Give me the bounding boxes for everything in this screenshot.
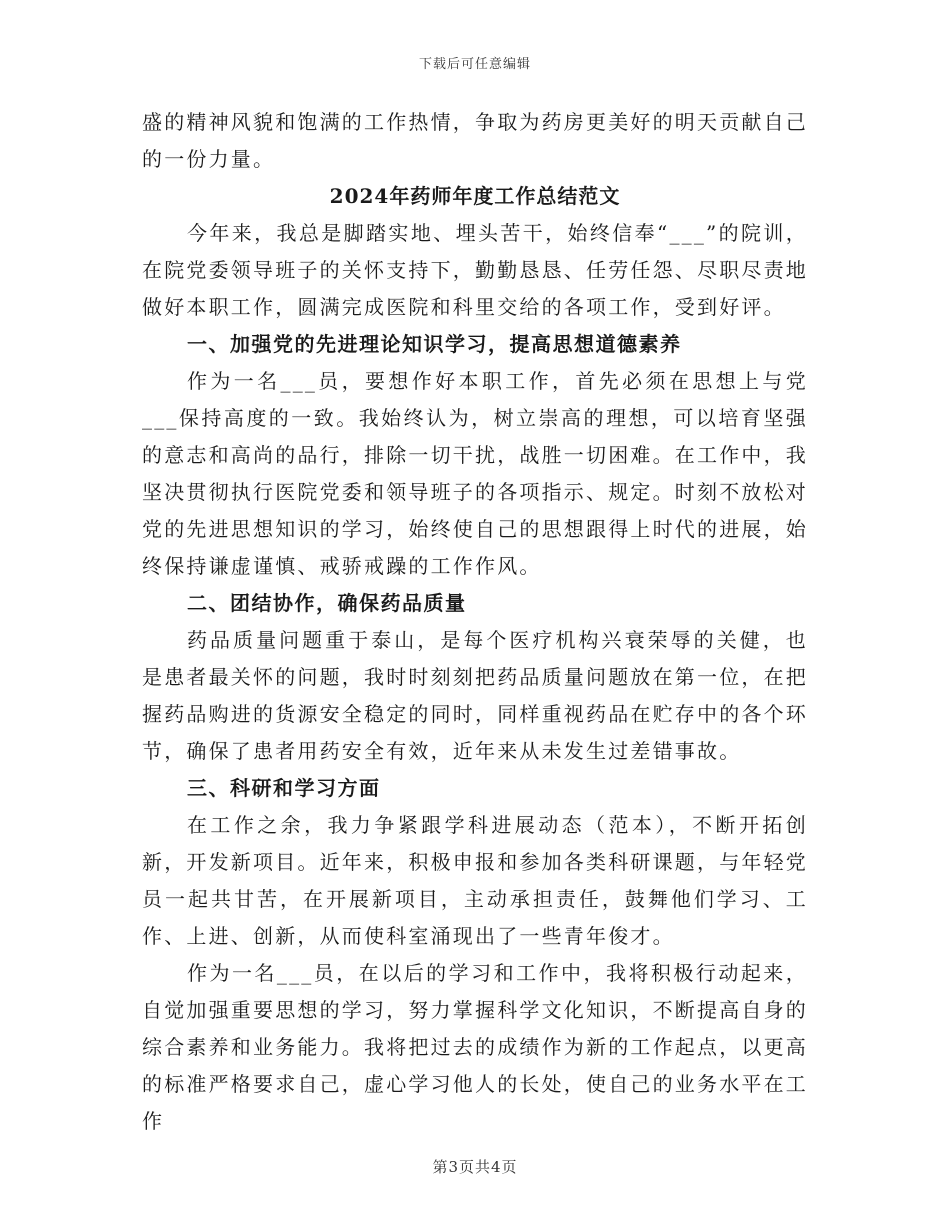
section-heading-2: 二、团结协作，确保药品质量: [187, 591, 467, 615]
paragraph-2: 作为一名___员，要想作好本职工作，首先必须在思想上与党___保持高度的一致。我始终认为，树立崇高的理想，可以培育坚强的意志和高尚的品行，排除一切干扰，战胜一切困难。在工作中，我坚决贯彻执行医院党委和领导班子的各项指示、规定。时刻不放松对党的先进思想知识的学习，始终使自己的思想跟得上时代的进展，始终保持谦虚谨慎、戒骄戒躁的工作作风。: [142, 369, 808, 578]
section-heading-3: 三、科研和学习方面: [187, 776, 381, 800]
intro-paragraph: 盛的精神风貌和饱满的工作热情，争取为药房更美好的明天贡献自己的一份力量。: [142, 110, 808, 171]
document-body: [142, 104, 808, 1140]
document-title: 2024年药师年度工作总结范文: [329, 184, 621, 208]
paragraph-5: 作为一名___员，在以后的学习和工作中，我将积极行动起来，自觉加强重要思想的学习，努力掌握科学文化知识，不断提高自身的综合素养和业务能力。我将把过去的成绩作为新的工作起点，以更高的标准严格要求自己，虚心学习他人的长处，使自己的业务水平在工作: [142, 961, 808, 1133]
section-heading-1: 一、加强党的先进理论知识学习，提高思想道德素养: [187, 332, 682, 356]
paragraph-4: 在工作之余，我力争紧跟学科进展动态（范本），不断开拓创新，开发新项目。近年来，积极申报和参加各类科研课题，与年轻党员一起共甘苦，在开展新项目，主动承担责任，鼓舞他们学习、工作、上进、创新，从而使科室涌现出了一些青年俊才。: [142, 813, 808, 948]
paragraph-1: 今年来，我总是脚踏实地、埋头苦干，始终信奉“___”的院训，在院党委领导班子的关怀支持下，勤勤恳恳、任劳任怨、尽职尽责地做好本职工作，圆满完成医院和科里交给的各项工作，受到好评。: [142, 221, 808, 319]
page-header: 下载后可任意编辑: [418, 57, 531, 72]
page-footer: 第3页共4页: [432, 1158, 518, 1176]
paragraph-3: 药品质量问题重于泰山，是每个医疗机构兴衰荣辱的关健，也是患者最关怀的问题，我时时刻刻把药品质量问题放在第一位，在把握药品购进的货源安全稳定的同时，同样重视药品在贮存中的各个环节，确保了患者用药安全有效，近年来从未发生过差错事故。: [142, 628, 808, 763]
